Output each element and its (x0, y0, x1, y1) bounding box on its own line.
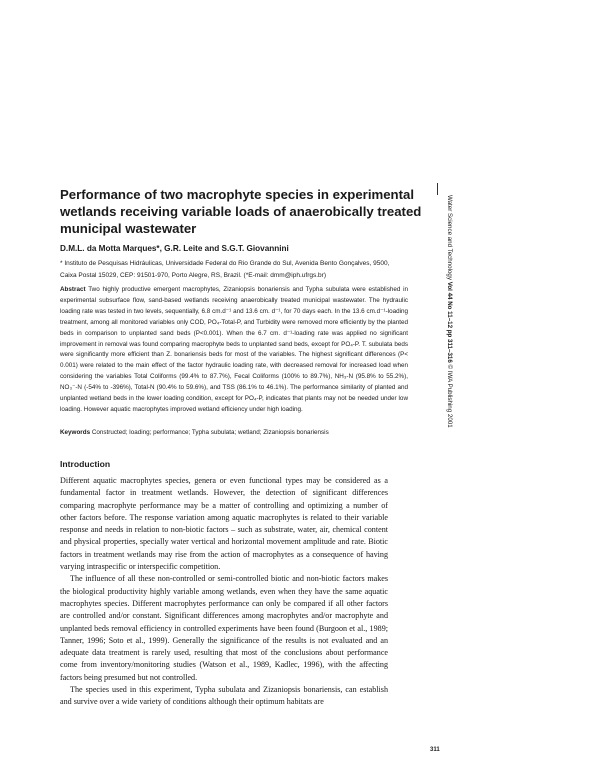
journal-publisher: © IWA Publishing 2001 (446, 364, 453, 428)
article-title: Performance of two macrophyte species in experimental wetlands receiving variable loads of anaerobically treated municipal wastewater (60, 187, 422, 236)
body-paragraph: Different aquatic macrophytes species, genera or even functional types may be considered as a fundamental factor in treatment wetlands. However, the detection of significant differences comparing macrophyte performance may be a matter of controlling and optimizing a number of other factors before. The response variation among aquatic macrophytes is related to their variable response and needs in relation to non-biotic factors – such as substrate, water, air, chemical content and physical properties, specially water vertical and horizontal movement amplitude and rate. Biotic factors in treatment wetlands may rise from the action of macrophytes as a consequence of having varying intraspecific or interspecific competition. (60, 476, 388, 572)
journal-volume: Vol 44 No 11–12 pp 311–316 (446, 281, 453, 363)
keywords-label: Keywords (60, 429, 91, 436)
keywords-text: Constructed; loading; performance; Typha subulata; wetland; Zizaniopsis bonariensis (91, 429, 329, 436)
body-paragraph: The influence of all these non-controlled or semi-controlled biotic and non-biotic factors makes the biological productivity highly variable among wetlands, even when they have the same aquatic macrophytes species. Different macrophytes performance can only be compared if all other factors are controlled and/or constant. Significant differences among macrophytes and/or macrophyte and unplanted beds removal efficiency in controlled experiments have been found (Burgoon et al., 1989; Tanner, 1996; Soto et al., 1999). Generally the significance of the results is not evaluated and an adequate data treatment is rarely used, resulting that most of the conclusions about performance come from inventory/monitoring studies (Watson et al., 1989, Kadlec, 1996), with the affecting factors being presumed but not controlled. (60, 574, 388, 682)
page-number: 311 (430, 747, 440, 753)
keywords (60, 428, 410, 438)
introduction-heading: Introduction (60, 459, 111, 469)
journal-name: Water Science and Technology (446, 195, 453, 280)
body-paragraph: The species used in this experiment, Typha subulata and Zizaniopsis bonariensis, can establish and survive over a wide variety of conditions although their optimum habitats are (60, 685, 388, 707)
abstract (60, 285, 408, 416)
sidebar-divider (437, 183, 438, 195)
introduction-body (60, 475, 388, 709)
abstract-label: Abstract (60, 286, 86, 293)
author-list: D.M.L. da Motta Marques*, G.R. Leite and S.G.T. Giovannini (60, 244, 289, 253)
journal-sidebar (442, 195, 454, 475)
journal-citation (444, 195, 454, 428)
author-affiliation: * Instituto de Pesquisas Hidráulicas, Universidade Federal do Rio Grande do Sul, Avenida Bento Gonçalves, 9500, Caixa Postal 15029, CEP: 91501-970, Porto Alegre, RS, Brazil. (*E-mail: dmm@iph.ufrgs.br) (60, 260, 390, 279)
abstract-text: Two highly productive emergent macrophytes, Zizaniopsis bonariensis and Typha subulata were established in experimental subsurface flow, sand-based wetlands receiving anaerobically treated municipal wastewater. The hydraulic loading rate was tested in two levels, sequentially, 6.8 cm.d⁻¹ and 13.6 cm. d⁻¹, for 70 days each. In the 13.6 cm.d⁻¹-loading treatment, among all monitored variables only COD, PO₄-Total-P, and Turbidity were removed more efficiently by the planted beds in comparison to unplanted sand beds (P<0.001). When the 6.7 cm. d⁻¹-loading rate was applied no significant improvement in removal was found comparing macrophyte beds to unplanted sand beds, except for PO₄-P. T. subulata beds were significantly more efficient than Z. bonariensis beds for most of the variables. The highest significant differences (P< 0.001) were related to the main effect of the factor hydraulic loading rate, with decreased removal for increased load when considering the variables Total Coliforms (99.4% to 87.7%), Fecal Coliforms (100% to 89.7%), NH₃-N (95.8% to 55.2%), NO₃⁻-N (-54% to -396%), Total-N (90.4% to 59.6%), and TSS (86.1% to 46.1%). The performance similarity of planted and unplanted wetland beds in the lower loading condition, except for PO₄-P, indicates that plants may not be needed under low loading. However aquatic macrophytes improved wetland efficiency under high loading. (60, 286, 409, 413)
